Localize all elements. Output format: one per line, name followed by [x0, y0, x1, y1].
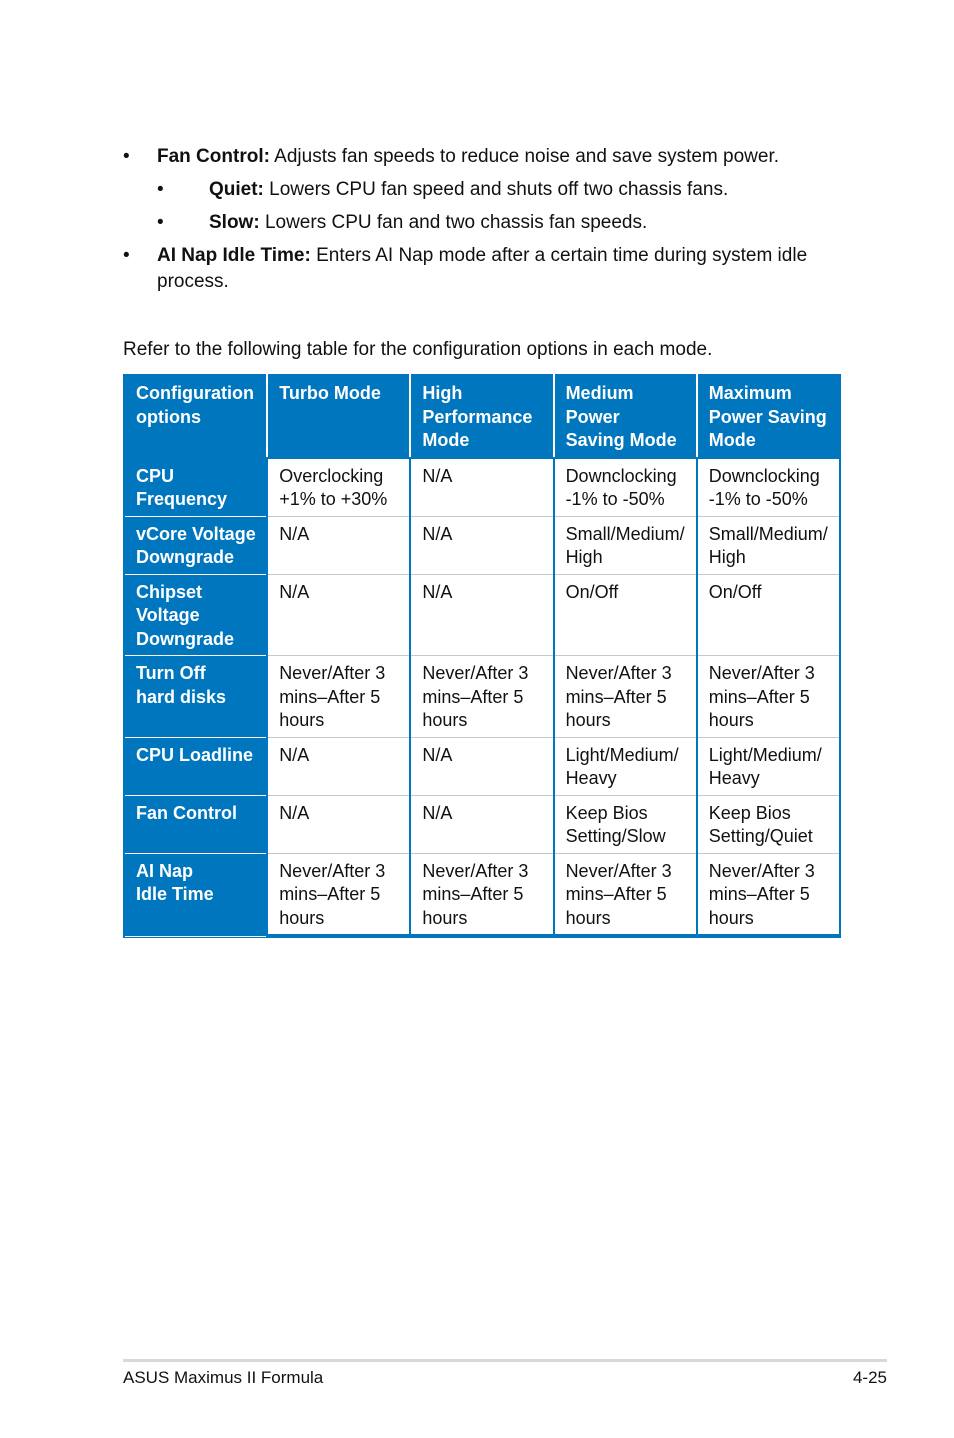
bullet-list — [0, 144, 954, 295]
bullet-term: Slow: — [209, 212, 260, 233]
table-row — [124, 458, 840, 517]
bullet-glyph: • — [123, 146, 130, 167]
row-label: vCore Voltage Downgrade — [124, 516, 267, 574]
table-cell: Downclocking -1% to -50% — [554, 458, 697, 517]
bullet-fan-control — [0, 144, 954, 170]
row-label: Turn Off hard disks — [124, 656, 267, 738]
header-medium-power-saving-mode: Medium Power Saving Mode — [554, 375, 697, 458]
table-cell: Small/Medium/ High — [554, 516, 697, 574]
bullet-ai-nap — [0, 243, 954, 295]
bullet-slow — [0, 210, 954, 236]
header-turbo-mode: Turbo Mode — [267, 375, 410, 458]
row-label: CPU Frequency — [124, 458, 267, 517]
table-row — [124, 795, 840, 853]
table-cell: Keep Bios Setting/Slow — [554, 795, 697, 853]
table-cell: N/A — [267, 795, 410, 853]
footer-page-number: 4-25 — [852, 1368, 887, 1387]
configuration-table — [123, 374, 841, 938]
header-maximum-power-saving-mode: Maximum Power Saving Mode — [697, 375, 840, 458]
table-cell: Never/After 3 mins–After 5 hours — [697, 853, 840, 936]
bullet-text: Enters AI Nap mode after a certain time during system idle process. — [157, 245, 808, 292]
table-cell: N/A — [410, 795, 553, 853]
bullet-text: Lowers CPU fan and two chassis fan speeds. — [259, 212, 648, 233]
header-high-performance-mode: High Performance Mode — [410, 375, 553, 458]
intro-paragraph: Refer to the following table for the configuration options in each mode. — [123, 339, 713, 360]
row-label: AI Nap Idle Time — [124, 853, 267, 936]
row-label: Chipset Voltage Downgrade — [124, 574, 267, 656]
table-cell: N/A — [267, 574, 410, 656]
table-cell: Overclocking +1% to +30% — [267, 458, 410, 517]
table-cell: Downclocking -1% to -50% — [697, 458, 840, 517]
table-cell: Never/After 3 mins–After 5 hours — [267, 656, 410, 738]
bullet-glyph: • — [123, 245, 130, 266]
table-cell: On/Off — [697, 574, 840, 656]
footer-product-name: ASUS Maximus II Formula — [123, 1368, 324, 1387]
table-row — [124, 574, 840, 656]
table-cell: Never/After 3 mins–After 5 hours — [554, 656, 697, 738]
table-cell: Never/After 3 mins–After 5 hours — [267, 853, 410, 936]
table-cell: Never/After 3 mins–After 5 hours — [410, 656, 553, 738]
footer-divider — [123, 1359, 887, 1362]
table-cell: N/A — [267, 516, 410, 574]
table-row — [124, 853, 840, 936]
table-cell: Never/After 3 mins–After 5 hours — [697, 656, 840, 738]
bullet-term: Quiet: — [209, 179, 264, 200]
bullet-glyph: • — [157, 179, 164, 200]
row-label: Fan Control — [124, 795, 267, 853]
bullet-term: Fan Control: — [157, 146, 270, 167]
table-cell: Small/Medium/ High — [697, 516, 840, 574]
bullet-text: Lowers CPU fan speed and shuts off two chassis fans. — [263, 179, 729, 200]
row-label: CPU Loadline — [124, 737, 267, 795]
table-row — [124, 737, 840, 795]
table-cell: N/A — [267, 737, 410, 795]
table-cell: Never/After 3 mins–After 5 hours — [554, 853, 697, 936]
table-row — [124, 656, 840, 738]
bullet-term: AI Nap Idle Time: — [157, 245, 311, 266]
header-configuration-options: Configuration options — [124, 375, 267, 458]
table-row — [124, 516, 840, 574]
table-cell: Light/Medium/ Heavy — [697, 737, 840, 795]
bullet-text: Adjusts fan speeds to reduce noise and save system power. — [269, 146, 780, 167]
table-cell: N/A — [410, 574, 553, 656]
table-cell: Keep Bios Setting/Quiet — [697, 795, 840, 853]
bullet-quiet — [0, 177, 954, 203]
table-cell: N/A — [410, 458, 553, 517]
table-cell: On/Off — [554, 574, 697, 656]
bullet-glyph: • — [157, 212, 164, 233]
table-cell: Light/Medium/ Heavy — [554, 737, 697, 795]
table-cell: N/A — [410, 737, 553, 795]
table-header-row — [124, 375, 840, 458]
table-cell: Never/After 3 mins–After 5 hours — [410, 853, 553, 936]
table-cell: N/A — [410, 516, 553, 574]
